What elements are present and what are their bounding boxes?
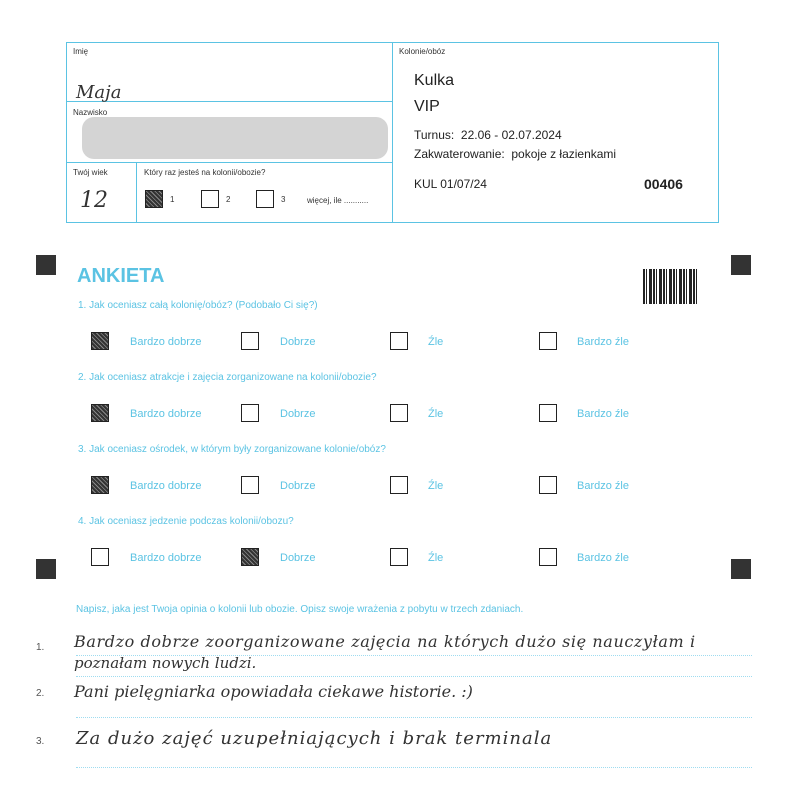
- registration-marker-bottom-right: [731, 559, 751, 579]
- camp-code: KUL 01/07/24: [414, 177, 487, 191]
- name-value: Maja: [76, 82, 122, 103]
- times-option-1-label: 1: [170, 195, 175, 204]
- q4-option-bardzo-dobrze-checkbox[interactable]: [91, 548, 109, 566]
- q3-option-zle-label: Źle: [428, 480, 444, 492]
- opinion-answer-line-3[interactable]: Za dużo zajęć uzupełniających i brak terminala: [76, 728, 553, 749]
- q1-option-bardzo-zle-checkbox[interactable]: [539, 332, 557, 350]
- q1-option-dobrze-checkbox[interactable]: [241, 332, 259, 350]
- form-number: 00406: [644, 176, 683, 192]
- q4-option-bardzo-zle-checkbox[interactable]: [539, 548, 557, 566]
- q2-option-zle-label: Źle: [428, 408, 444, 420]
- times-option-3-label: 3: [281, 195, 286, 204]
- q1-option-bardzo-zle-label: Bardzo źle: [577, 336, 629, 348]
- opinion-answer-line-1b[interactable]: poznałam nowych ludzi.: [74, 654, 257, 672]
- opinion-writing-line-3: [76, 767, 752, 768]
- q1-option-bardzo-dobrze-label: Bardzo dobrze: [130, 336, 202, 348]
- q3-option-dobrze-checkbox[interactable]: [241, 476, 259, 494]
- age-divider: [136, 162, 137, 223]
- opinion-prompt: Napisz, jaka jest Twoja opinia o kolonii lub obozie. Opisz swoje wrażenia z pobytu w trzech zdaniach.: [76, 604, 524, 615]
- name-label: Imię: [73, 47, 89, 56]
- survey-title: ANKIETA: [77, 265, 165, 287]
- age-label: Twój wiek: [73, 168, 108, 177]
- registration-marker-bottom-left: [36, 559, 56, 579]
- opinion-line-number-3: 3.: [36, 736, 45, 747]
- q3-option-bardzo-zle-checkbox[interactable]: [539, 476, 557, 494]
- turnus-text: Turnus: 22.06 - 02.07.2024: [414, 128, 562, 142]
- registration-marker-top-left: [36, 255, 56, 275]
- q2-option-bardzo-zle-checkbox[interactable]: [539, 404, 557, 422]
- camp-name: Kulka: [414, 72, 455, 89]
- q3-option-bardzo-dobrze-label: Bardzo dobrze: [130, 480, 202, 492]
- q3-option-dobrze-label: Dobrze: [280, 480, 316, 492]
- q4-option-zle-label: Źle: [428, 552, 444, 564]
- q2-option-bardzo-zle-label: Bardzo źle: [577, 408, 629, 420]
- q2-option-dobrze-checkbox[interactable]: [241, 404, 259, 422]
- q2-option-bardzo-dobrze-label: Bardzo dobrze: [130, 408, 202, 420]
- q1-option-dobrze-label: Dobrze: [280, 336, 316, 348]
- q1-option-bardzo-dobrze-checkbox[interactable]: [91, 332, 109, 350]
- q4-option-bardzo-zle-label: Bardzo źle: [577, 552, 629, 564]
- opinion-line-number-1: 1.: [36, 642, 45, 653]
- times-label: Który raz jesteś na kolonii/obozie?: [144, 168, 266, 177]
- age-value: 12: [80, 188, 108, 213]
- opinion-writing-line-2: [76, 717, 752, 718]
- q1-option-zle-label: Źle: [428, 336, 444, 348]
- question-1-text: 1. Jak oceniasz całą kolonię/obóz? (Podobało Ci się?): [78, 300, 318, 311]
- q2-option-zle-checkbox[interactable]: [390, 404, 408, 422]
- times-option-1-checkbox[interactable]: [145, 190, 163, 208]
- q3-option-bardzo-dobrze-checkbox[interactable]: [91, 476, 109, 494]
- question-2-text: 2. Jak oceniasz atrakcje i zajęcia zorganizowane na kolonii/obozie?: [78, 372, 377, 383]
- q4-option-bardzo-dobrze-label: Bardzo dobrze: [130, 552, 202, 564]
- q3-option-bardzo-zle-label: Bardzo źle: [577, 480, 629, 492]
- question-3-text: 3. Jak oceniasz ośrodek, w którym były zorganizowane kolonie/obóz?: [78, 444, 386, 455]
- times-option-3-checkbox[interactable]: [256, 190, 274, 208]
- opinion-line-number-2: 2.: [36, 688, 45, 699]
- times-option-more-label: więcej, ile ...........: [307, 196, 369, 205]
- opinion-writing-line-1b: [76, 676, 752, 677]
- q4-option-zle-checkbox[interactable]: [390, 548, 408, 566]
- q4-option-dobrze-label: Dobrze: [280, 552, 316, 564]
- q2-option-bardzo-dobrze-checkbox[interactable]: [91, 404, 109, 422]
- question-4-text: 4. Jak oceniasz jedzenie podczas kolonii/obozu?: [78, 516, 294, 527]
- header-divider-vertical: [392, 42, 393, 223]
- surname-redacted: [82, 117, 388, 159]
- registration-marker-top-right: [731, 255, 751, 275]
- surname-label: Nazwisko: [73, 108, 108, 117]
- q2-option-dobrze-label: Dobrze: [280, 408, 316, 420]
- times-option-2-label: 2: [226, 195, 231, 204]
- opinion-answer-line-1[interactable]: Bardzo dobrze zoorganizowane zajęcia na których dużo się nauczyłam i: [74, 632, 696, 651]
- surname-divider: [66, 162, 392, 163]
- camp-type: VIP: [414, 98, 440, 115]
- barcode: [643, 269, 699, 304]
- opinion-answer-line-2[interactable]: Pani pielęgniarka opowiadała ciekawe historie. :): [74, 682, 473, 701]
- q3-option-zle-checkbox[interactable]: [390, 476, 408, 494]
- times-option-2-checkbox[interactable]: [201, 190, 219, 208]
- camp-label: Kolonie/obóz: [399, 47, 446, 56]
- q1-option-zle-checkbox[interactable]: [390, 332, 408, 350]
- accommodation-text: Zakwaterowanie: pokoje z łazienkami: [414, 147, 617, 161]
- q4-option-dobrze-checkbox[interactable]: [241, 548, 259, 566]
